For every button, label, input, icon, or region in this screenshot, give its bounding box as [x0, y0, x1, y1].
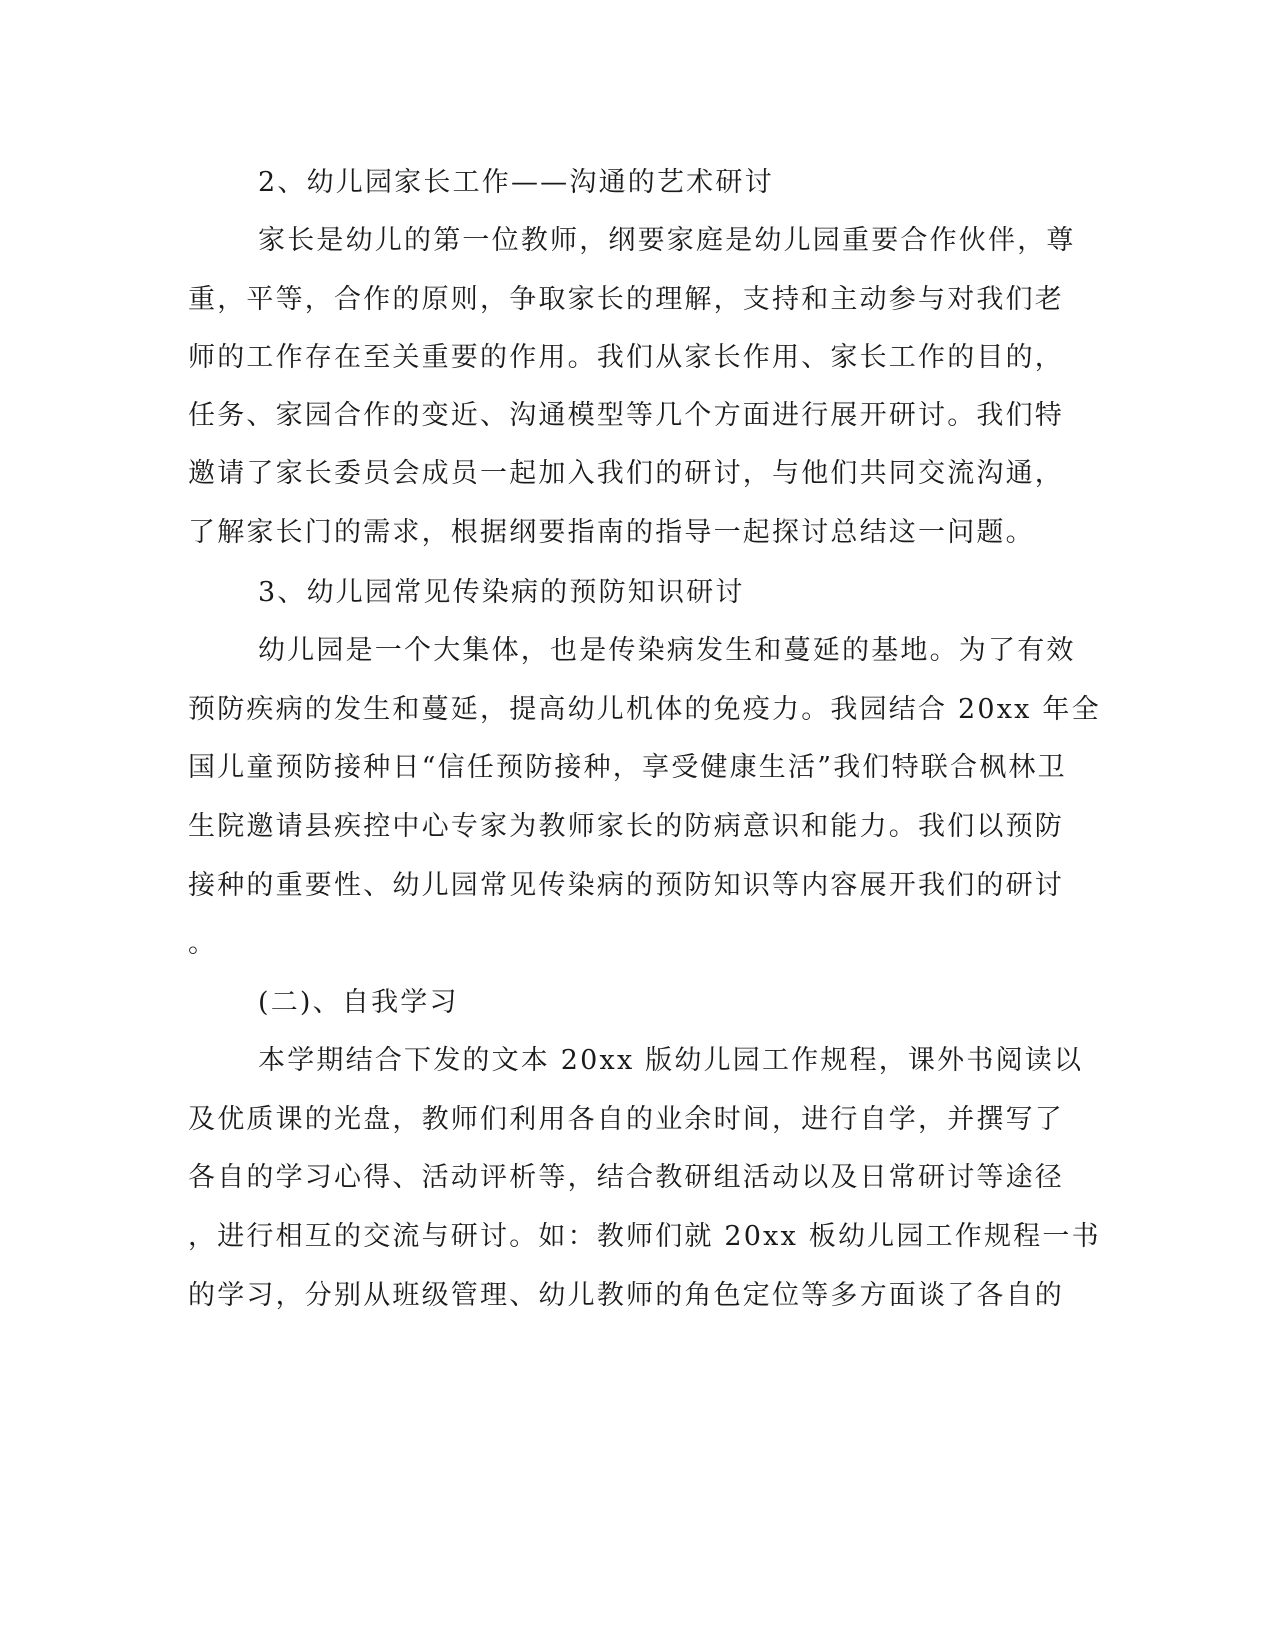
- heading-parent-communication: 2、幼儿园家长工作——沟通的艺术研讨: [258, 167, 774, 198]
- paragraph-line: 生院邀请县疾控中心专家为教师家长的防病意识和能力。我们以预防: [188, 811, 1064, 842]
- paragraph-line: 本学期结合下发的文本 20xx 版幼儿园工作规程，课外书阅读以: [258, 1045, 1084, 1076]
- paragraph-line: 及优质课的光盘，教师们利用各自的业余时间，进行自学，并撰写了: [188, 1104, 1064, 1135]
- paragraph-line: 了解家长门的需求，根据纲要指南的指导一起探讨总结这一问题。: [188, 517, 1035, 548]
- paragraph-line: 国儿童预防接种日“信任预防接种，享受健康生活”我们特联合枫林卫: [188, 752, 1067, 783]
- paragraph-line: 师的工作存在至关重要的作用。我们从家长作用、家长工作的目的，: [188, 342, 1064, 373]
- paragraph-line: 的学习，分别从班级管理、幼儿教师的角色定位等多方面谈了各自的: [188, 1280, 1064, 1311]
- paragraph-line: 接种的重要性、幼儿园常见传染病的预防知识等内容展开我们的研讨: [188, 870, 1064, 901]
- heading-self-study: (二)、自我学习: [258, 987, 459, 1018]
- paragraph-line: 重，平等，合作的原则，争取家长的理解，支持和主动参与对我们老: [188, 284, 1064, 315]
- paragraph-line: 家长是幼儿的第一位教师，纲要家庭是幼儿园重要合作伙伴，尊: [258, 225, 1076, 256]
- paragraph-line: ，进行相互的交流与研讨。如：教师们就 20xx 板幼儿园工作规程一书: [188, 1221, 1101, 1252]
- paragraph-line: 各自的学习心得、活动评析等，结合教研组活动以及日常研讨等途径: [188, 1162, 1064, 1193]
- paragraph-line: 。: [188, 928, 218, 959]
- paragraph-line: 任务、家园合作的变近、沟通模型等几个方面进行展开研讨。我们特: [188, 400, 1064, 431]
- paragraph-line: 邀请了家长委员会成员一起加入我们的研讨，与他们共同交流沟通，: [188, 458, 1064, 489]
- paragraph-line: 幼儿园是一个大集体，也是传染病发生和蔓延的基地。为了有效: [258, 635, 1076, 666]
- paragraph-line: 预防疾病的发生和蔓延，提高幼儿机体的免疫力。我园结合 20xx 年全: [188, 694, 1101, 725]
- heading-disease-prevention: 3、幼儿园常见传染病的预防知识研讨: [258, 577, 745, 608]
